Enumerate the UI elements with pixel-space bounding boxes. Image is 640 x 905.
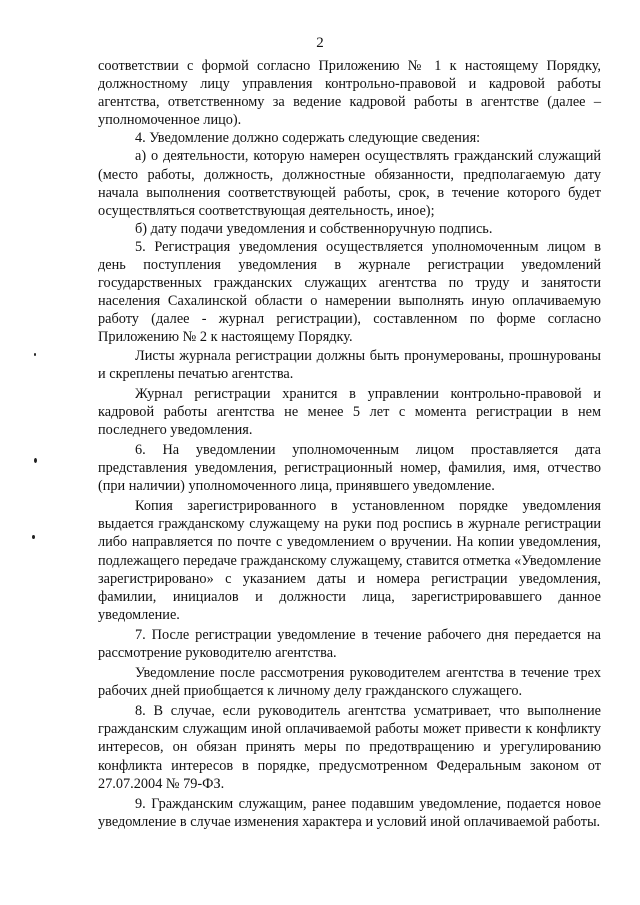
document-body (98, 57, 601, 831)
scan-speck (32, 535, 35, 539)
scan-speck (34, 353, 36, 356)
paragraph: 6. На уведомлении уполномоченным лицом проставляется дата представления уведомления, регистрационный номер, фамилия, имя, отчество (при наличии) уполномоченного лица, принявшего уведомление. (98, 441, 601, 495)
paragraph: Уведомление после рассмотрения руководителем агентства в течение трех рабочих дней приобщается к личному делу гражданского служащего. (98, 665, 601, 700)
paragraph: Журнал регистрации хранится в управлении контрольно-правовой и кадровой работы агентства не менее 5 лет с момента регистрации в нем последнего уведомления. (98, 385, 601, 438)
paragraph: Копия зарегистрированного в установленном порядке уведомления выдается гражданскому служащему на руки под роспись в журнале регистрации либо направляется по почте с уведомлением о вручении. На копии уведомления, подлежащего передаче гражданскому служащему, ставится отметка «Уведомление зарегистрировано» с указанием даты и номера регистрации уведомления, фамилии, инициалов и должности лица, зарегистрировавшего данное уведомление. (98, 498, 601, 623)
scan-speck (34, 458, 37, 463)
paragraph: 9. Гражданским служащим, ранее подавшим уведомление, подается новое уведомление в случае изменения характера и условий иной оплачиваемой работы. (98, 795, 601, 830)
paragraph: а) о деятельности, которую намерен осуществлять гражданский служащий (место работы, должность, должностные обязанности, предполагаемую дату начала выполнения соответствующей работы, срок, в течение которого будет осуществляться соответствующая деятельность, иное); (98, 148, 601, 219)
page-number: 2 (316, 35, 324, 51)
paragraph: Листы журнала регистрации должны быть пронумерованы, прошнурованы и скреплены печатью агентства. (98, 347, 601, 382)
paragraph: 4. Уведомление должно содержать следующие сведения: (135, 130, 481, 147)
paragraph: б) дату подачи уведомления и собственноручную подпись. (135, 220, 493, 237)
paragraph: 7. После регистрации уведомление в течение рабочего дня передается на рассмотрение руководителю агентства. (98, 626, 601, 661)
paragraph: 5. Регистрация уведомления осуществляется уполномоченным лицом в день поступления уведомления в журнале регистрации уведомлений государственных гражданских служащих агентства по труду и занятости населения Сахалинской области о намерении выполнять иную оплачиваемую работу (далее - журнал регистрации), составленном по форме согласно Приложению № 2 к настоящему Порядку. (98, 238, 601, 346)
paragraph: 8. В случае, если руководитель агентства усматривает, что выполнение гражданским служащим иной оплачиваемой работы может привести к конфликту интересов, он обязан принять меры по предотвращению и урегулированию конфликта интересов в порядке, предусмотренном Федеральным законом от 27.07.2004 № 79-ФЗ. (98, 703, 601, 792)
paragraph: соответствии с формой согласно Приложению № 1 к настоящему Порядку, должностному лицу управления контрольно-правовой и кадровой работы агентства, ответственному за ведение кадровой работы в агентстве (далее – уполномоченное лицо). (98, 58, 601, 129)
